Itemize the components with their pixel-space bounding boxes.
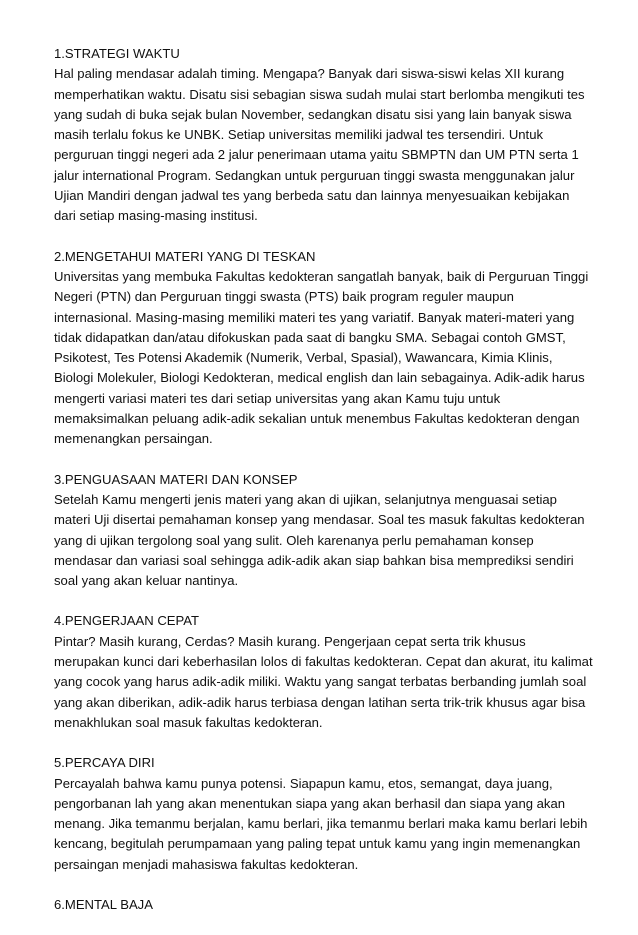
paragraph-line: Ujian Mandiri dengan jadwal tes yang berbeda satu dan lainnya menyesuaikan kebijakan xyxy=(54,188,570,204)
paragraph-line: persaingan menjadi mahasiswa fakultas kedokteran. xyxy=(54,856,359,872)
paragraph-line: memperhatikan waktu. Disatu sisi sebagian siswa sudah mulai start berlomba mengikuti tes xyxy=(54,86,585,102)
paragraph-line: tidak didapatkan dan/atau difokuskan pada saat di bangku SMA. Sebagai contoh GMST, xyxy=(54,329,566,345)
paragraph-line: masih terlalu fokus ke UNBK. Setiap universitas memiliki jadwal tes tersendiri. Untuk xyxy=(54,127,544,143)
paragraph-line: soal yang akan keluar nantinya. xyxy=(54,573,239,589)
paragraph-line: Hal paling mendasar adalah timing. Mengapa? Banyak dari siswa-siswi kelas XII kurang xyxy=(54,66,565,82)
section-heading: 4.PENGERJAAN CEPAT xyxy=(54,613,200,629)
section-heading: 3.PENGUASAAN MATERI DAN KONSEP xyxy=(54,471,298,487)
paragraph-line: materi Uji disertai pemahaman konsep yang mendasar. Soal tes masuk fakultas kedokteran xyxy=(54,512,585,528)
paragraph-line: jalur international Program. Sedangkan untuk perguruan tinggi swasta menggunakan jalur xyxy=(54,167,575,183)
section-heading: 2.MENGETAHUI MATERI YANG DI TESKAN xyxy=(54,248,316,264)
paragraph-line: memenangkan persaingan. xyxy=(54,431,213,447)
paragraph-line: yang cocok yang harus adik-adik miliki. Waktu yang sangat terbatas berbanding jumlah soal xyxy=(54,674,587,690)
paragraph-line: Negeri (PTN) dan Perguruan tinggi swasta (PTS) baik program reguler maupun xyxy=(54,289,514,305)
paragraph-line: perguruan tinggi negeri ada 2 jalur penerimaan utama yaitu SBMPTN dan UM PTN serta 1 xyxy=(54,147,579,163)
section-4 xyxy=(54,611,594,733)
paragraph-line: yang di ujikan tergolong soal yang sulit. Oleh karenanya perlu pemahaman konsep xyxy=(54,532,534,548)
section-1 xyxy=(54,44,594,227)
paragraph-line: menakhlukan soal masuk fakultas kedokteran. xyxy=(54,714,323,730)
paragraph-line: Pintar? Masih kurang, Cerdas? Masih kurang. Pengerjaan cepat serta trik khusus xyxy=(54,633,526,649)
section-5 xyxy=(54,753,594,875)
section-heading: 5.PERCAYA DIRI xyxy=(54,755,155,771)
paragraph-line: yang sudah di buka sejak bulan November, sedangkan disatu sisi yang lain banyak siswa xyxy=(54,106,572,122)
paragraph-line: Universitas yang membuka Fakultas kedokteran sangatlah banyak, baik di Perguruan Tinggi xyxy=(54,268,589,284)
paragraph-line: internasional. Masing-masing memiliki materi tes yang variatif. Banyak materi-materi yang xyxy=(54,309,575,325)
paragraph-line: pengorbanan lah yang akan menentukan siapa yang akan berhasil dan siapa yang akan xyxy=(54,795,566,811)
section-6 xyxy=(54,895,594,915)
paragraph-line: memaksimalkan peluang adik-adik sekalian untuk menembus Fakultas kedokteran dengan xyxy=(54,411,580,427)
paragraph-line: Percayalah bahwa kamu punya potensi. Siapapun kamu, etos, semangat, daya juang, xyxy=(54,775,553,791)
paragraph-line: Biologi Molekuler, Biologi Kedokteran, medical english dan lain sebagainya. Adik-adik harus xyxy=(54,370,585,386)
paragraph-line: kencang, begitulah perumpamaan yang paling tepat untuk kamu yang ingin memenangkan xyxy=(54,836,581,852)
section-3 xyxy=(54,470,594,592)
section-heading: 1.STRATEGI WAKTU xyxy=(54,46,180,61)
document-body xyxy=(54,44,594,935)
section-heading: 6.MENTAL BAJA xyxy=(54,896,153,912)
paragraph-line: yang akan diberikan, adik-adik harus terbiasa dengan latihan serta trik-trik khusus agar bisa xyxy=(54,694,586,710)
paragraph-line: dari setiap masing-masing institusi. xyxy=(54,208,258,224)
paragraph-line: menang. Jika temanmu berjalan, kamu berlari, jika temanmu berlari maka kamu berlari lebih xyxy=(54,816,588,832)
paragraph-line: mendasar dan variasi soal sehingga adik-adik akan siap bahkan bisa memprediksi sendiri xyxy=(54,552,574,568)
paragraph-line: mengerti variasi materi tes dari setiap universitas yang akan Kamu tuju untuk xyxy=(54,390,501,406)
paragraph-line: merupakan kunci dari keberhasilan lolos di fakultas kedokteran. Cepat dan akurat, itu kalimat xyxy=(54,654,593,670)
section-2 xyxy=(54,247,594,450)
paragraph-line: Setelah Kamu mengerti jenis materi yang akan di ujikan, selanjutnya menguasai setiap xyxy=(54,491,557,507)
paragraph-line: Psikotest, Tes Potensi Akademik (Numerik, Verbal, Spasial), Wawancara, Kimia Klinis, xyxy=(54,350,553,366)
